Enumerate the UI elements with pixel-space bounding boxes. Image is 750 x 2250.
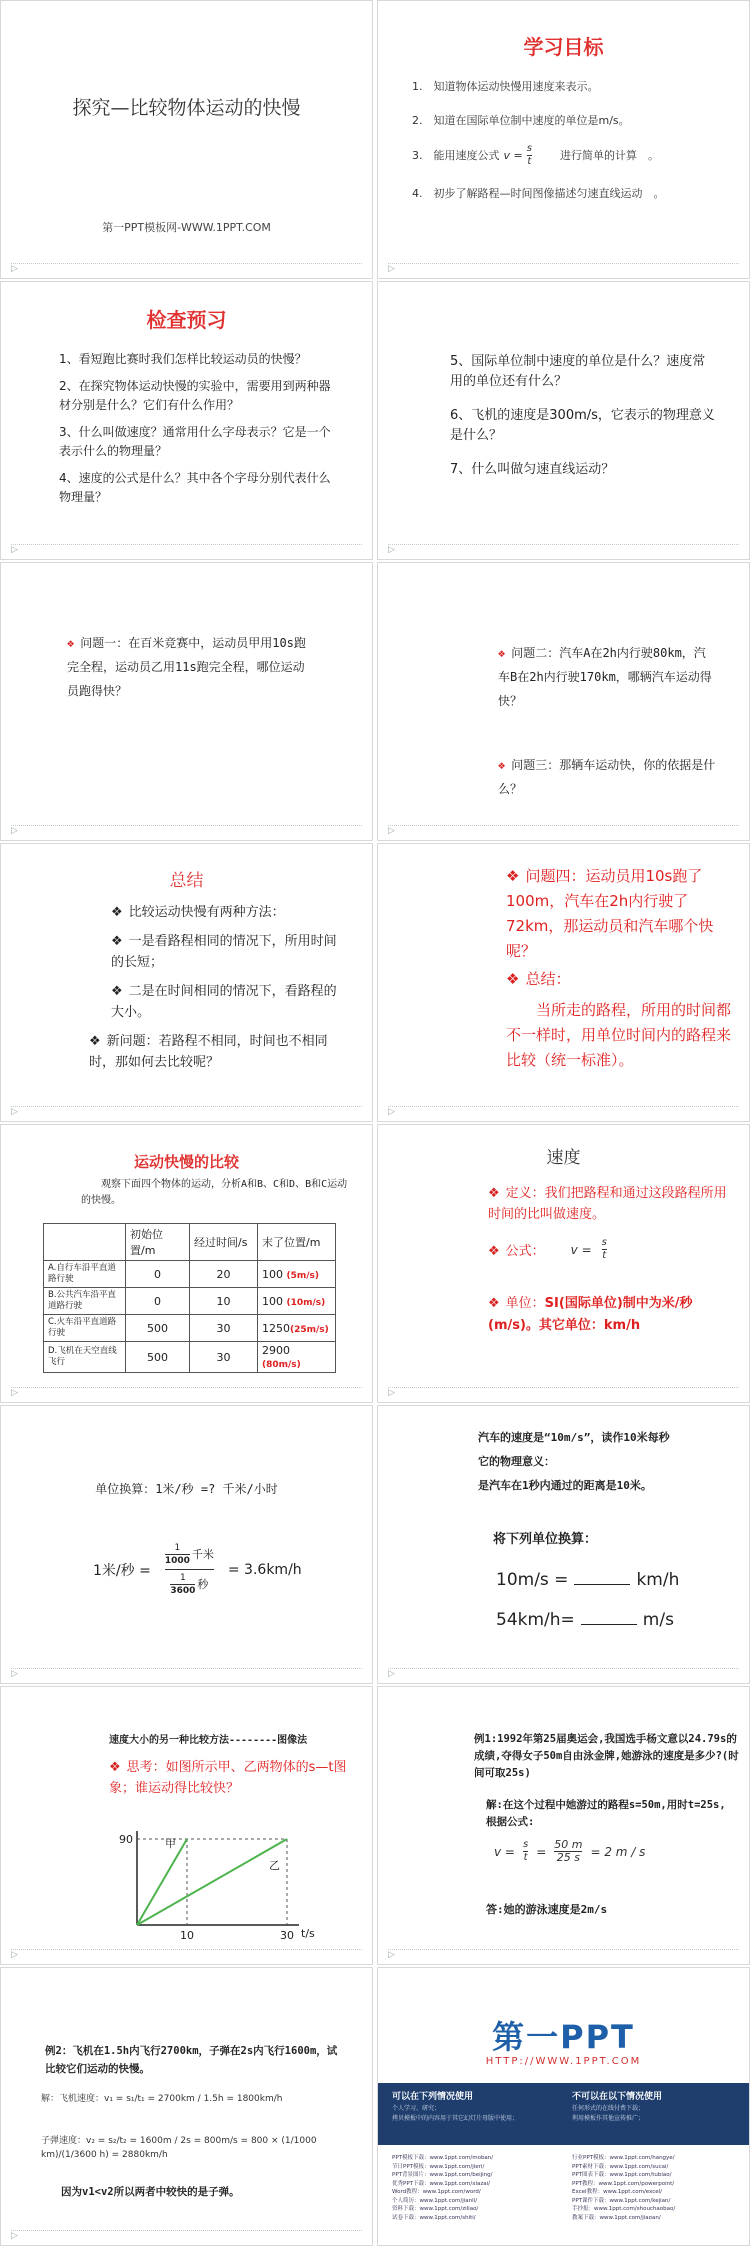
- footer-rule: [388, 263, 739, 264]
- play-icon: ▷: [388, 264, 395, 274]
- slide-12[interactable]: [377, 1405, 750, 1684]
- row-start: 0: [126, 1261, 190, 1288]
- answer-blank[interactable]: [581, 1624, 637, 1625]
- slide-title: 学习目标: [523, 35, 604, 59]
- diamond-bullet-icon: ❖: [111, 934, 123, 949]
- row-end-cell: [258, 1342, 336, 1373]
- row-speed-note: (80m/s): [262, 1360, 301, 1370]
- play-icon: ▷: [11, 1388, 18, 1398]
- exercise-right: km/h: [636, 1570, 680, 1590]
- formula-v: v =: [503, 148, 523, 162]
- summary-list: [89, 902, 341, 1073]
- preview-question-list: [59, 350, 339, 507]
- objective-list: [412, 79, 732, 202]
- fraction: [523, 1839, 528, 1864]
- series-line-yi: [137, 1839, 287, 1925]
- preview-question: 6、飞机的速度是300m/s，它表示的物理意义是什么？: [450, 408, 715, 443]
- formula-numerator: s: [526, 143, 532, 154]
- preview-question-list: [450, 352, 718, 480]
- unit: [488, 1293, 738, 1337]
- answer-blank[interactable]: [574, 1584, 630, 1585]
- slide-15[interactable]: [0, 1967, 373, 2246]
- resource-link[interactable]: 教案下载：www.1ppt.com/jiaoan/: [572, 2214, 661, 2221]
- footer-rule: [388, 1668, 739, 1669]
- speed-table: [43, 1223, 336, 1373]
- diamond-bullet-icon: ❖: [67, 636, 75, 650]
- play-icon: ▷: [388, 1950, 395, 1960]
- definition-text: 我们把路程和通过这段路程所用时间的比叫做速度。: [488, 1186, 727, 1222]
- footer-rule: [388, 1387, 739, 1388]
- table-header: 末了位置/m: [258, 1224, 336, 1261]
- slide-16[interactable]: [377, 1967, 750, 2246]
- summary-text: 二是在时间相同的情况下，看路程的大小。: [111, 984, 337, 1020]
- footer-rule: [11, 263, 362, 264]
- table-header: 初始位置/m: [126, 1224, 190, 1261]
- objective-item-formula: [412, 143, 732, 168]
- table-row: [44, 1315, 336, 1342]
- slide-4[interactable]: [377, 281, 750, 560]
- footer-rule: [11, 1387, 362, 1388]
- question-four: [506, 864, 738, 964]
- diamond-bullet-icon: ❖: [488, 1244, 500, 1259]
- forbidden-panel: [572, 2089, 742, 2124]
- formula-numerator: s: [601, 1237, 607, 1248]
- row-name: D.飞机在天空直线飞行: [44, 1342, 126, 1373]
- preview-question: 4、速度的公式是什么？其中各个字母分别代表什么物理量？: [59, 471, 331, 504]
- table-header-row: [44, 1224, 336, 1261]
- formula-denominator: t: [602, 1250, 607, 1261]
- formula-fraction: [602, 1237, 607, 1262]
- inner-fraction: [165, 1542, 190, 1567]
- summary-item: [89, 1031, 341, 1073]
- row-speed-note: (25m/s): [290, 1324, 329, 1335]
- row-end: 1250: [262, 1321, 290, 1335]
- play-icon: ▷: [388, 1388, 395, 1398]
- solution-equation: [494, 1839, 645, 1864]
- play-icon: ▷: [11, 1950, 18, 1960]
- resource-link[interactable]: PPT教程：www.1ppt.com/powerpoint/: [572, 2180, 675, 2187]
- objective-item: 2. 知道在国际单位制中速度的单位是m/s。: [412, 114, 630, 127]
- resource-link[interactable]: 资料下载：www.1ppt.com/ziliao/: [392, 2206, 479, 2212]
- conclusion: 因为v1<v2所以两者中较快的是子弹。: [61, 2186, 240, 2198]
- resource-link[interactable]: PPT素材下载：www.1ppt.com/sucai/: [572, 2163, 669, 2170]
- play-icon: ▷: [388, 1107, 395, 1117]
- resource-link[interactable]: PPT图表下载：www.1ppt.com/tubiao/: [572, 2172, 672, 2178]
- big-fraction: [165, 1542, 214, 1597]
- footer-rule: [11, 1106, 362, 1107]
- play-icon: ▷: [11, 545, 18, 555]
- diamond-bullet-icon: ❖: [111, 905, 123, 920]
- license-banner: [378, 2083, 750, 2145]
- slide-title: 运动快慢的比较: [133, 1153, 239, 1171]
- objective-item: 1. 知道物体运动快慢用速度来表示。: [412, 80, 599, 93]
- diamond-bullet-icon: ❖: [506, 970, 520, 988]
- row-name: B.公共汽车沿平直道路行驶: [44, 1288, 126, 1315]
- denominator-group: [170, 1572, 208, 1597]
- play-icon: ▷: [11, 1669, 18, 1679]
- diamond-bullet-icon: ❖: [498, 646, 506, 660]
- question-text: 问题四：运动员用10s跑了100m，汽车在2h内行驶了72km，那运动员和汽车哪个快呢？: [506, 867, 714, 960]
- resource-link[interactable]: 手抄报：www.1ppt.com/shouchaobao/: [572, 2206, 676, 2212]
- diamond-bullet-icon: ❖: [89, 1034, 101, 1049]
- equation-rhs: = 3.6km/h: [227, 1561, 302, 1578]
- slide-13[interactable]: [0, 1686, 373, 1965]
- denominator: 25 s: [556, 1851, 580, 1864]
- resource-link[interactable]: 节日PPT模板：www.1ppt.com/jieri/: [392, 2163, 485, 2170]
- footer-rule: [11, 2230, 362, 2231]
- forbidden-item: 任何形式的在线付费下载；: [572, 2105, 645, 2112]
- formula-label-wrap: [488, 1240, 545, 1259]
- st-graph: [117, 1821, 317, 1941]
- denominator: t: [523, 1852, 528, 1863]
- resource-link[interactable]: PPT模板下载：www.1ppt.com/moban/: [392, 2155, 494, 2161]
- row-time: 20: [190, 1261, 258, 1288]
- allowed-title: 可以在下列情况使用: [392, 2092, 474, 2102]
- objective-text: 3. 能用速度公式: [412, 148, 500, 162]
- table-header: [44, 1224, 126, 1261]
- slide-title: 探究—比较物体运动的快慢: [72, 97, 301, 119]
- resource-link[interactable]: 优秀PPT下载：www.1ppt.com/xiazai/: [392, 2180, 491, 2187]
- forbidden-title: 不可以在以下情况使用: [572, 2092, 663, 2102]
- solution-line: 解：飞机速度：v₁ = s₁/t₁ = 2700km / 1.5h = 1800km/h: [41, 2094, 283, 2104]
- footer-rule: [388, 544, 739, 545]
- conversion-exercise-1: [496, 1570, 679, 1590]
- summary-heading: [506, 968, 570, 989]
- exercise-right: m/s: [642, 1610, 674, 1630]
- diamond-bullet-icon: ❖: [111, 984, 123, 999]
- formula-fraction: [527, 143, 532, 168]
- footer-rule: [388, 825, 739, 826]
- preview-question: 1、看短跑比赛时我们怎样比较运动员的快慢？: [59, 352, 307, 366]
- meaning-line: 汽车的速度是“10m/s”，读作10米每秒: [478, 1431, 670, 1444]
- summary-text: 新问题：若路程不相同，时间也不相同时，那如何去比较呢？: [89, 1034, 328, 1070]
- slide-title: 总结: [169, 871, 204, 891]
- footer-rule: [11, 1668, 362, 1669]
- question-one: [67, 631, 307, 703]
- formula: [488, 1237, 607, 1262]
- row-speed-note: (5m/s): [286, 1270, 320, 1281]
- equation-v: v =: [494, 1844, 515, 1859]
- objective-item: 4. 初步了解路程—时间图像描述匀速直线运动 。: [412, 187, 665, 200]
- exercise-left: 10m/s =: [496, 1570, 569, 1590]
- brand-logo: 第一PPT: [492, 2018, 635, 2056]
- slide-8[interactable]: [377, 843, 750, 1122]
- resource-links-right: [572, 2154, 742, 2222]
- row-end: 100: [262, 1267, 283, 1281]
- preview-question: 7、什么叫做匀速直线运动？: [450, 462, 615, 477]
- think-text: 思考：如图所示甲、乙两物体的s—t图象；谁运动得比较快？: [109, 1760, 347, 1796]
- unit-label: 单位：: [505, 1296, 545, 1311]
- exercise-left: 54km/h=: [496, 1610, 575, 1630]
- speed-meaning: [478, 1426, 740, 1498]
- summary-item: [111, 902, 341, 923]
- diamond-bullet-icon: ❖: [488, 1186, 500, 1201]
- question-two: [498, 641, 716, 713]
- resource-link[interactable]: 行业PPT模板：www.1ppt.com/hangye/: [572, 2155, 675, 2161]
- series-label-jia: 甲: [165, 1837, 176, 1850]
- conversion-question: 单位换算：1米/秒 =? 千米/小时: [95, 1482, 278, 1496]
- inner-numerator: 1: [179, 1573, 186, 1583]
- allowed-item: 拷贝模板中的内容用于其它幻灯片母版中使用；: [392, 2115, 519, 2122]
- diamond-bullet-icon: ❖: [498, 758, 506, 772]
- footer-rule: [11, 825, 362, 826]
- summary-text: 比较运动快慢有两种方法：: [128, 905, 285, 920]
- question-text: 问题三：那辆车运动快，你的依据是什么？: [498, 758, 716, 796]
- preview-question: 5、国际单位制中速度的单位是什么？速度常用的单位还有什么？: [450, 354, 706, 389]
- table-intro: 观察下面四个物体的运动，分析A和B、C和D、B和C运动的快慢。: [81, 1179, 348, 1206]
- example-question: 例2：飞机在1.5h内飞行2700km，子弹在2s内飞行1600m，试比较它们运动的快慢。: [45, 2045, 338, 2075]
- inner-denominator: 3600: [170, 1586, 196, 1596]
- numerator-group: [165, 1542, 214, 1567]
- answer: 答:她的游泳速度是2m/s: [486, 1903, 608, 1916]
- row-speed-note: (10m/s): [286, 1297, 326, 1308]
- table-header: 经过时间/s: [190, 1224, 258, 1261]
- example-question: 例1:1992年第25届奥运会,我国选手杨文意以24.79s的成绩,夺得女子50m自由泳金牌,她游泳的速度是多少?(时间可取25s): [474, 1733, 739, 1779]
- equals: =: [536, 1844, 547, 1859]
- play-icon: ▷: [388, 826, 395, 836]
- x-tick-label: 10: [180, 1929, 194, 1941]
- table-row: [44, 1261, 336, 1288]
- y-tick-label: 90: [119, 1833, 133, 1846]
- formula-denominator: t: [527, 156, 532, 167]
- footer-rule: [11, 1949, 362, 1950]
- numerator-unit: 千米: [191, 1547, 214, 1561]
- question-three: [498, 753, 716, 801]
- solution-intro: 解:在这个过程中她游过的路程s=50m,用时t=25s,根据公式:: [486, 1799, 726, 1828]
- think-question: [109, 1757, 359, 1799]
- fraction: [554, 1839, 582, 1864]
- summary-text: 一是看路程相同的情况下，所用时间的长短；: [111, 934, 337, 970]
- diamond-bullet-icon: ❖: [488, 1296, 500, 1311]
- slide-subtitle: 第一PPT模板网-WWW.1PPT.COM: [102, 221, 271, 234]
- slide-2[interactable]: [377, 0, 750, 279]
- solution-line: 子弹速度：v₂ = s₂/t₂ = 1600m / 2s = 800m/s = 800 × (1/1000 km)/(1/3600 h) = 2880km/h: [41, 2136, 317, 2160]
- table-row: [44, 1342, 336, 1373]
- row-start: 500: [126, 1342, 190, 1373]
- formula-label: 公式：: [505, 1244, 545, 1259]
- question-text: 问题二：汽车A在2h内行驶80km，汽车B在2h内行驶170km，哪辆汽车运动得快？: [498, 646, 712, 708]
- objective-text-tail: 进行简单的计算 。: [559, 148, 659, 162]
- row-start: 0: [126, 1288, 190, 1315]
- row-time: 10: [190, 1288, 258, 1315]
- inner-fraction: [170, 1572, 195, 1597]
- summary-item: [111, 931, 341, 973]
- footer-rule: [388, 1106, 739, 1107]
- fraction-bar: [165, 1569, 214, 1570]
- row-time: 30: [190, 1342, 258, 1373]
- resource-link[interactable]: PPT课件下载：www.1ppt.com/kejian/: [572, 2197, 671, 2204]
- diamond-bullet-icon: ❖: [109, 1760, 121, 1775]
- play-icon: ▷: [388, 1669, 395, 1679]
- resource-link[interactable]: 试卷下载：www.1ppt.com/shiti/: [392, 2214, 476, 2221]
- definition: [488, 1183, 738, 1225]
- resource-link[interactable]: Word教程：www.1ppt.com/word/: [392, 2189, 481, 2195]
- conversion-equation: [93, 1542, 302, 1597]
- forbidden-item: 利用模板作其他宣传推广；: [572, 2115, 645, 2122]
- row-end: 100: [262, 1294, 283, 1308]
- preview-question: 2、在探究物体运动快慢的实验中，需要用到两种器材分别是什么？它们有什么作用？: [59, 379, 331, 412]
- series-label-yi: 乙: [269, 1859, 280, 1872]
- series-line-jia: [137, 1839, 187, 1925]
- x-tick-label: 30: [280, 1929, 294, 1941]
- definition-label: 定义：: [505, 1186, 545, 1201]
- row-name: A.自行车沿平直道路行驶: [44, 1261, 126, 1288]
- row-end-cell: [258, 1261, 336, 1288]
- brand-url[interactable]: HTTP://WWW.1PPT.COM: [485, 2056, 642, 2067]
- play-icon: ▷: [11, 1107, 18, 1117]
- graph-method-header: 速度大小的另一种比较方法--------图像法: [109, 1735, 308, 1746]
- resource-links-left: [392, 2154, 562, 2222]
- equation-lhs: 1米/秒 =: [93, 1562, 151, 1579]
- numerator: s: [522, 1839, 529, 1850]
- slide-5[interactable]: [0, 562, 373, 841]
- play-icon: ▷: [11, 2231, 18, 2241]
- inner-numerator: 1: [174, 1543, 181, 1553]
- inner-denominator: 1000: [164, 1556, 190, 1566]
- footer-rule: [388, 1949, 739, 1950]
- exercise-heading: 将下列单位换算：: [493, 1532, 598, 1547]
- play-icon: ▷: [388, 545, 395, 555]
- footer-rule: [11, 544, 362, 545]
- preview-question: 3、什么叫做速度？通常用什么字母表示？它是一个表示什么的物理量？: [59, 425, 331, 458]
- meaning-line: 是汽车在1秒内通过的距离是10米。: [478, 1479, 652, 1492]
- slide-title: 检查预习: [146, 308, 227, 332]
- resource-link[interactable]: 个人简历：www.1ppt.com/jianli/: [392, 2197, 478, 2204]
- slide-11[interactable]: [0, 1405, 373, 1684]
- conversion-exercise-2: [496, 1610, 674, 1630]
- table-row: [44, 1288, 336, 1315]
- row-end-cell: [258, 1315, 336, 1342]
- summary-text: 当所走的路程，所用的时间都不一样时，用单位时间内的路程来比较（统一标准）。: [506, 1001, 732, 1069]
- allowed-item: 个人学习、研究；: [392, 2105, 441, 2112]
- formula-v: v =: [570, 1242, 592, 1257]
- row-name: C.火车沿平直道路行驶: [44, 1315, 126, 1342]
- row-end-cell: [258, 1288, 336, 1315]
- x-axis-label: t/s: [301, 1927, 315, 1940]
- play-icon: ▷: [11, 264, 18, 274]
- row-end: 2900: [262, 1344, 290, 1357]
- slide-6[interactable]: [377, 562, 750, 841]
- row-time: 30: [190, 1315, 258, 1342]
- denominator-unit: 秒: [197, 1577, 209, 1591]
- unit-text: SI(国际单位)制中为米/秒(m/s)。其它单位：km/h: [488, 1296, 693, 1333]
- slide-10[interactable]: [377, 1124, 750, 1403]
- summary-label: 总结：: [525, 970, 571, 988]
- numerator: 50 m: [554, 1838, 583, 1851]
- meaning-line: 它的物理意义：: [478, 1455, 555, 1468]
- slide-9[interactable]: [0, 1124, 373, 1403]
- slide-1[interactable]: [0, 0, 373, 279]
- question-text: 问题一：在百米竞赛中，运动员甲用10s跑完全程，运动员乙用11s跑完全程，哪位运动员跑得快？: [67, 636, 306, 698]
- slide-3[interactable]: [0, 281, 373, 560]
- row-start: 500: [126, 1315, 190, 1342]
- allowed-panel: [392, 2089, 562, 2124]
- slide-14[interactable]: [377, 1686, 750, 1965]
- slide-7[interactable]: [0, 843, 373, 1122]
- slide-title: 速度: [546, 1148, 581, 1168]
- play-icon: ▷: [11, 826, 18, 836]
- diamond-bullet-icon: ❖: [506, 867, 520, 885]
- equation-result: = 2 m / s: [590, 1844, 646, 1859]
- resource-link[interactable]: PPT背景图片：www.1ppt.com/beijing/: [392, 2172, 493, 2178]
- summary-item: [111, 981, 341, 1023]
- resource-link[interactable]: Excel教程：www.1ppt.com/excel/: [572, 2189, 663, 2195]
